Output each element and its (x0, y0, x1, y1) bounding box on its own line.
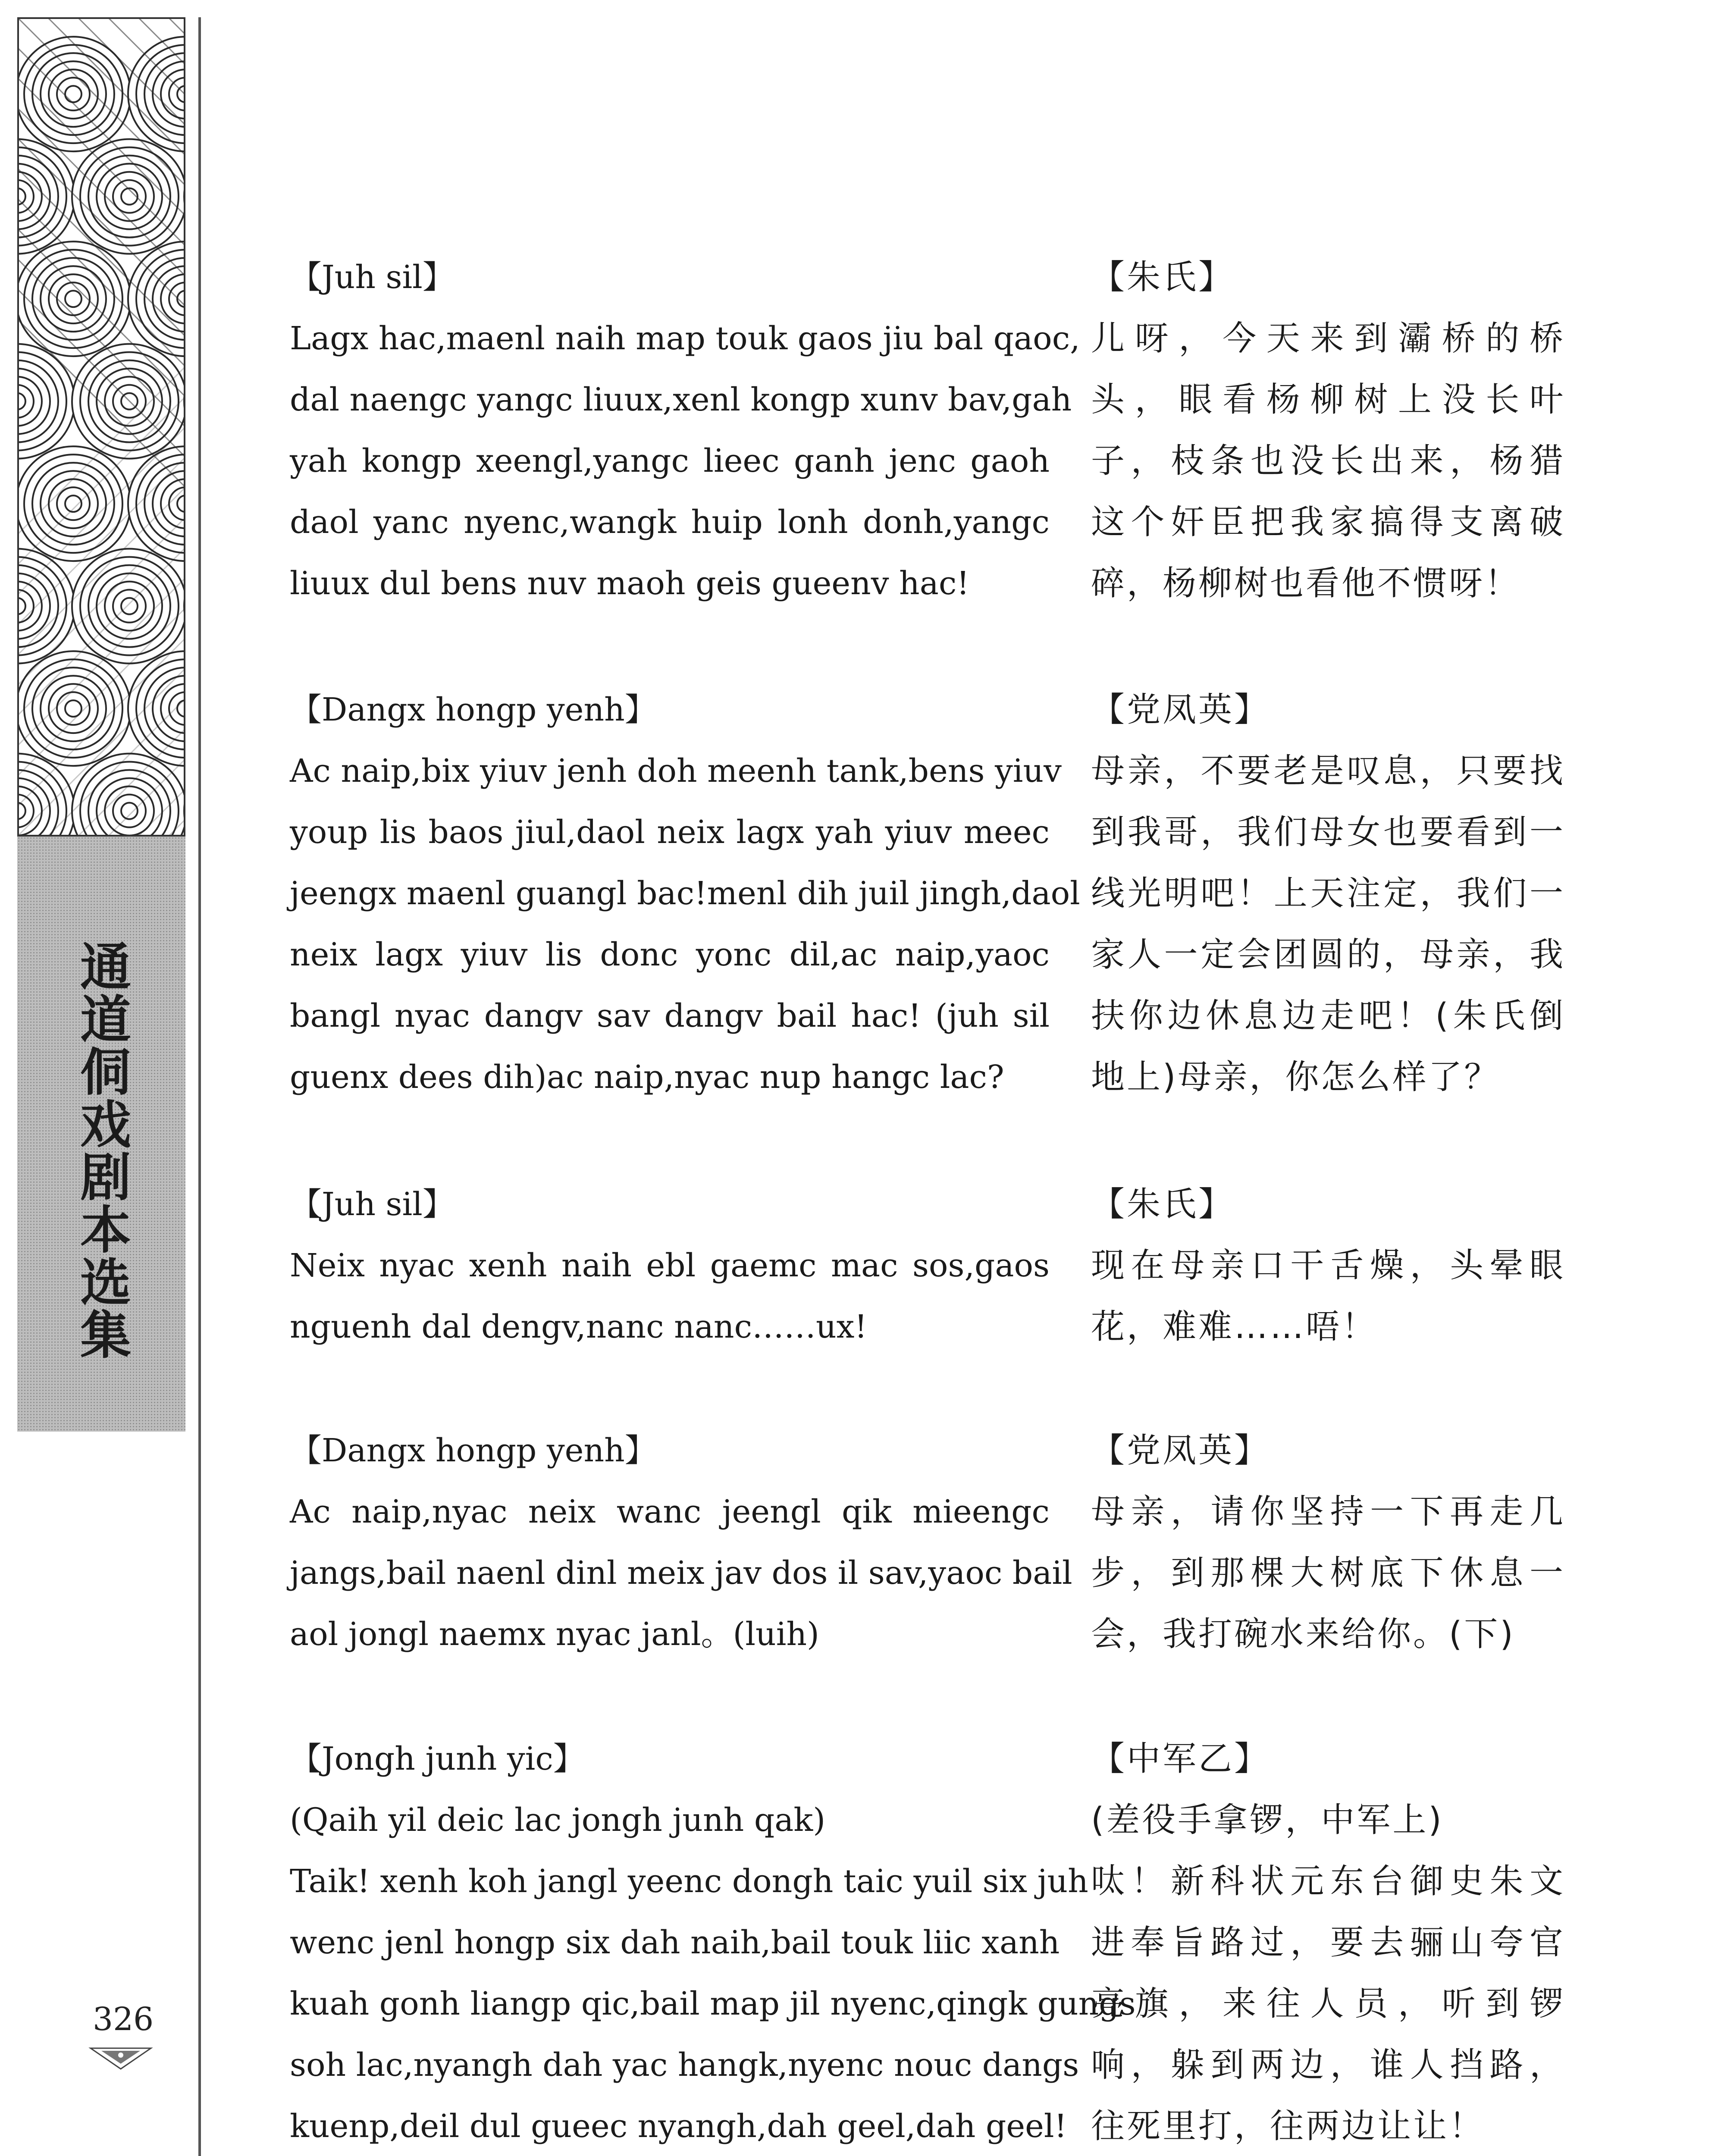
dong-text (290, 247, 1080, 614)
speaker-name: 【Dangx hongp yenh】 (290, 1432, 657, 1469)
speaker-name: 【党凤英】 (1091, 1431, 1270, 1470)
stage-direction: (差役手拿锣，中军上) (1091, 1801, 1444, 1839)
text-line: 现在母亲口干舌燥，头晕眼 (1091, 1246, 1565, 1285)
text-line: 往死里打，往两边让让！ (1091, 2107, 1485, 2146)
chinese-text (1091, 1728, 1565, 2156)
text-line: 线光明吧！上天注定，我们一 (1091, 874, 1565, 913)
speaker-name: 【朱氏】 (1091, 258, 1235, 297)
text-line: 子，枝条也没长出来，杨猎 (1091, 442, 1565, 480)
text-line: 这个奸臣把我家搞得支离破 (1091, 503, 1565, 542)
text-line: Lagx hac,maenl naih map touk gaos jiu bal qaoc, (290, 320, 1080, 357)
text-line: yah kongp xeengl,yangc lieec ganh jenc gaoh (290, 442, 1050, 479)
text-line: daol yanc nyenc,wangk huip lonh donh,yangc (290, 504, 1050, 541)
text-line: 响，躲到两边，谁人挡路， (1091, 2046, 1565, 2084)
speaker-name: 【朱氏】 (1091, 1185, 1235, 1224)
speaker-name: 【Dangx hongp yenh】 (290, 691, 657, 728)
chinese-text (1091, 247, 1565, 614)
text-line: Ac naip,nyac neix wanc jeengl qik mieengc (290, 1493, 1050, 1530)
text-line: 母亲，请你坚持一下再走几 (1091, 1492, 1565, 1531)
text-line: 家人一定会团圆的，母亲，我 (1091, 935, 1565, 974)
text-line: Ac naip,bix yiuv jenh doh meenh tank,bens yiuv (290, 752, 1062, 790)
dong-text (290, 679, 1080, 1108)
chinese-text (1091, 679, 1565, 1108)
text-line: jangs,bail naenl dinl meix jav dos il sav,yaoc bail (290, 1554, 1072, 1592)
text-line: Taik! xenh koh jangl yeenc dongh taic yuil six juh (290, 1863, 1088, 1900)
text-line: jeengx maenl guangl bac!menl dih juil jingh,daol (290, 875, 1080, 912)
text-line: 扶你边休息边走吧！(朱氏倒 (1091, 997, 1565, 1035)
text-line: 进奉旨路过，要去骊山夸官 (1091, 1923, 1565, 1962)
page-number: 326 (93, 2001, 154, 2038)
speaker-name: 【党凤英】 (1091, 690, 1270, 729)
text-line: 碎，杨柳树也看他不惯呀！ (1091, 564, 1521, 603)
text-line: 地上)母亲，你怎么样了？ (1091, 1058, 1500, 1097)
page-ornament (88, 2045, 153, 2071)
dong-text (290, 1728, 1136, 2156)
sidebar-decoration (17, 17, 185, 1432)
text-line: nguenh dal dengv,nanc nanc……ux! (290, 1308, 868, 1345)
chinese-text (1091, 1420, 1565, 1665)
text-line: Neix nyac xenh naih ebl gaemc mac sos,gaos (290, 1247, 1050, 1284)
book-title: 通道侗戏剧本选集 (72, 940, 131, 1361)
text-line: neix lagx yiuv lis donc yonc dil,ac naip,yaoc (290, 936, 1050, 973)
text-line: youp lis baos jiul,daol neix lagx yah yiuv meec (290, 814, 1050, 851)
book-title-panel (17, 837, 185, 1432)
text-line: 步，到那棵大树底下休息一 (1091, 1554, 1565, 1592)
speaker-name: 【Juh sil】 (290, 1186, 455, 1223)
chinese-text (1091, 1174, 1565, 1357)
text-line: wenc jenl hongp six dah naih,bail touk liic xanh (290, 1924, 1060, 1961)
dong-text (290, 1174, 1050, 1357)
text-line: 到我哥，我们母女也要看到一 (1091, 813, 1565, 852)
text-line: 母亲，不要老是叹息，只要找 (1091, 752, 1565, 790)
text-line: soh lac,nyangh dah yac hangk,nyenc nouc dangs (290, 2046, 1079, 2084)
text-line: 呔！新科状元东台御史朱文 (1091, 1862, 1565, 1901)
text-line: liuux dul bens nuv maoh geis gueenv hac! (290, 565, 970, 602)
text-line: dal naengc yangc liuux,xenl kongp xunv bav,gah (290, 381, 1072, 418)
speaker-name: 【Juh sil】 (290, 259, 455, 296)
speaker-name: 【中军乙】 (1091, 1739, 1270, 1778)
text-line: 儿呀，今天来到灞桥的桥 (1091, 319, 1565, 358)
text-line: 花，难难……唔！ (1091, 1307, 1378, 1346)
text-line: guenx dees dih)ac naip,nyac nup hangc lac? (290, 1059, 1004, 1096)
text-line: 头，眼看杨柳树上没长叶 (1091, 380, 1565, 419)
text-line: kuenp,deil dul gueec nyangh,dah geel,dah geel! (290, 2108, 1067, 2145)
speaker-name: 【Jongh junh yic】 (290, 1740, 585, 1777)
text-line: aol jongl naemx nyac janl。(luih) (290, 1616, 819, 1653)
cloud-pattern-ornament (17, 17, 185, 837)
text-line: kuah gonh liangp qic,bail map jil nyenc,qingk gungs (290, 1985, 1136, 2022)
dong-text (290, 1420, 1072, 1665)
stage-direction: (Qaih yil deic lac jongh junh qak) (290, 1802, 826, 1839)
text-line: bangl nyac dangv sav dangv bail hac! (juh sil (290, 997, 1050, 1034)
text-line: 会，我打碗水来给你。(下) (1091, 1615, 1515, 1654)
vertical-rule (198, 17, 201, 2156)
text-line: 亮旗，来往人员，听到锣 (1091, 1984, 1565, 2023)
